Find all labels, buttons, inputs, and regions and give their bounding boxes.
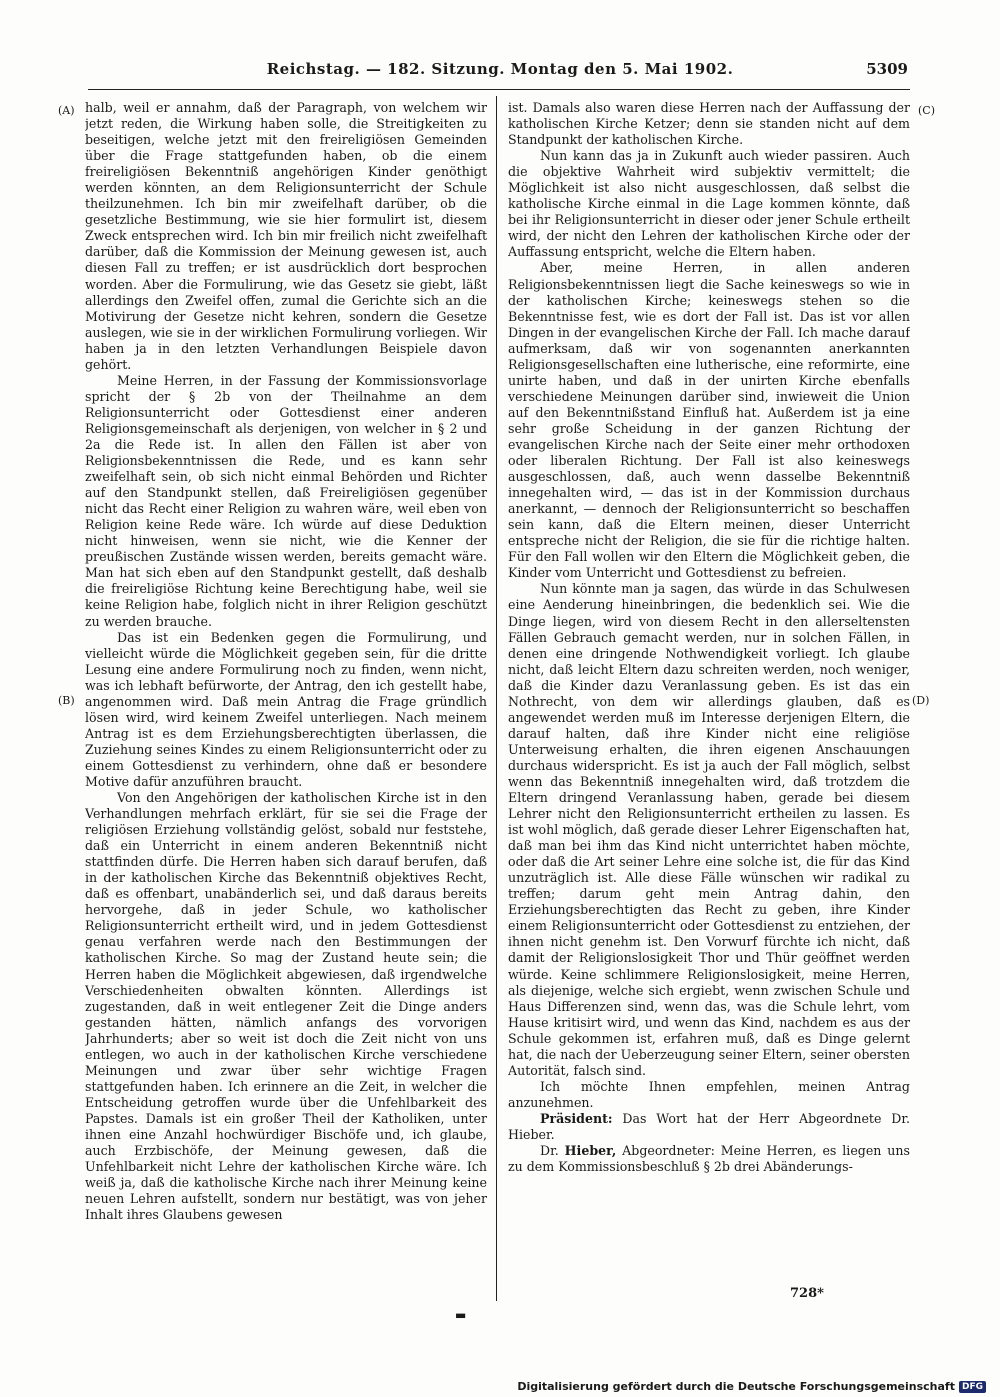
president-text: Das Wort hat der Herr Abgeordnete Dr. Hieber. bbox=[508, 1110, 910, 1142]
speaker-president: Präsident: bbox=[540, 1110, 613, 1126]
president-paragraph bbox=[508, 1111, 910, 1143]
right-paragraph: Aber, meine Herren, in allen anderen Religionsbekenntnissen liegt die Sache keineswegs so wie in der katholischen Kirche; keineswegs stehen so die Bekenntnisse fest, wie es dort der Fall ist. Das ist vor allen Dingen in der evangelischen Kirche der Fall. Ich mache darauf aufmerksam, daß wir von sogenannten anerkannten Religionsgesellschaften eine lutherische, eine reformirte, eine unirte haben, und daß in der unirten Kirche ebenfalls verschiedene Meinungen darüber sind, inwieweit die Union auf den Bekenntnißstand Einfluß hat. Außerdem ist ja eine sehr große Scheidung in der ganzen Richtung der evangelischen Kirche nach der Seite einer mehr orthodoxen oder liberalen Richtung. Der Fall ist also keineswegs ausgeschlossen, daß, auch wenn dasselbe Bekenntniß innegehalten wird, — das ist in der Kommission durchaus anerkannt, — dennoch der Religionsunterricht so beschaffen sein kann, daß die Eltern meinen, dieser Unterricht entspreche nicht der Religion, die sie für die richtige halten. Für den Fall wollen wir den Eltern die Möglichkeit geben, die Kinder vom Unterricht und Gottesdienst zu befreien. bbox=[508, 260, 910, 581]
margin-marker-d: (D) bbox=[912, 694, 930, 707]
footer-text: Digitalisierung gefördert durch die Deutsche Forschungsgemeinschaft bbox=[517, 1380, 955, 1393]
margin-marker-b: (B) bbox=[58, 694, 75, 707]
right-paragraph: Ich möchte Ihnen empfehlen, meinen Antrag anzunehmen. bbox=[508, 1078, 910, 1110]
dfg-logo: DFG bbox=[959, 1381, 986, 1393]
margin-marker-c: (C) bbox=[918, 104, 935, 117]
left-paragraph: Meine Herren, in der Fassung der Kommissionsvorlage spricht der § 2b von der Theilnahme an dem Religionsunterricht oder Gottesdienst einer anderen Religionsgemeinschaft als derjenigen, von welcher in § 2 und 2a die Rede ist. In allen den Fällen ist aber von Religionsbekenntnissen die Rede, und es kann sehr zweifelhaft sein, ob sich nicht einmal Behörden und Richter auf den Standpunkt stellen, daß Freireligiösen gegenüber nicht das Recht einer Religion zu wahren wäre, weil eben von Religion keine Rede wäre. Ich würde auf diese Deduktion nicht hinweisen, wenn sie nicht, wie die Kenner der preußischen Zustände wissen werden, bereits gemacht wäre. Man hat sich eben auf den Standpunkt gestellt, daß deshalb die freireligiöse Richtung keine Berechtigung habe, weil sie keine Religion habe, folglich nicht in ihrer Religion geschützt zu werden brauche. bbox=[85, 372, 487, 629]
page-number: 5309 bbox=[866, 60, 908, 78]
footer-credit bbox=[517, 1380, 986, 1393]
margin-marker-a: (A) bbox=[58, 104, 75, 117]
right-paragraph: Nun kann das ja in Zukunft auch wieder passiren. Auch die objektive Wahrheit wird subjektiv vermittelt; die Möglichkeit ist also nicht ausgeschlossen, daß selbst die katholische Kirche einmal in die Lage kommen könnte, daß bei ihr Religionsunterricht in dieser oder jener Schule ertheilt wird, der nicht den Lehren der katholischen Kirche oder der Auffassung entspricht, welche die Eltern haben. bbox=[508, 148, 910, 260]
right-text-column bbox=[508, 100, 910, 1305]
column-divider bbox=[496, 96, 497, 1301]
hieber-text: Abgeordneter: Meine Herren, es liegen uns zu dem Kommissionsbeschluß § 2b drei Abänderungs- bbox=[508, 1143, 910, 1175]
hieber-prefix: Dr. bbox=[540, 1143, 559, 1159]
header-rule bbox=[88, 89, 910, 90]
left-paragraph: halb, weil er annahm, daß der Paragraph, von welchem wir jetzt reden, die Wirkung haben solle, die Streitigkeiten zu beseitigen, welche jetzt mit den freireligiösen Gemeinden über die Frage stattgefunden haben, ob die einem freireligiösen Bekenntniß angehörigen Kinder genöthigt werden könnten, an dem Religionsunterricht der Schule theilzunehmen. Ich bin mir zweifelhaft darüber, ob die gesetzliche Bestimmung, wie sie hier formulirt ist, diesem Zweck entsprechen wird. Ich bin mir freilich nicht zweifelhaft darüber, daß die Kommission der Meinung gewesen ist, auch diesen Fall zu treffen; er ist ausdrücklich dort besprochen worden. Aber die Formulirung, wie das Gesetz sie giebt, läßt allerdings den Zweifel offen, zumal die Gerichte sich an die Motivirung der Gesetze nicht kehren, sondern die Gesetze auslegen, wie sie in der wirklichen Formulirung vorliegen. Wir haben ja in den letzten Verhandlungen Beispiele davon gehört. bbox=[85, 100, 487, 372]
left-paragraph: Das ist ein Bedenken gegen die Formulirung, und vielleicht würde die Möglichkeit gegeben sein, für die dritte Lesung eine andere Formulirung noch zu finden, wenn nicht, was ich lebhaft befürworte, der Antrag, den ich gestellt habe, angenommen wird. Daß mein Antrag die Frage gründlich lösen wird, wird keinem Zweifel unterliegen. Nach meinem Antrag ist es dem Erziehungsberechtigten überlassen, die Zuziehung seines Kindes zu einem Religionsunterricht oder zu einem Gottesdienst zu verhindern, ohne daß er besondere Motive dafür anzuführen braucht. bbox=[85, 629, 487, 789]
left-paragraph: Von den Angehörigen der katholischen Kirche ist in den Verhandlungen mehrfach erklärt, für sie sei die Frage der religiösen Erziehung vollständig gelöst, sobald nur feststehe, daß ein Unterricht in einem anderen Bekenntniß nicht stattfinden dürfe. Die Herren haben sich darauf berufen, daß in der katholischen Kirche das Bekenntniß objektives Recht, daß es offenbart, unabänderlich sei, und daß daraus bereits hervorgehe, daß in jeder Schule, wo katholischer Religionsunterricht ertheilt wird, und in jedem Gottesdienst genau verfahren werde nach den Bestimmungen der katholischen Kirche. So mag der Zustand heute sein; die Herren haben die Möglichkeit abgewiesen, daß irgendwelche Verschiedenheiten obwalten könnten. Allerdings ist zugestanden, daß in weit entlegener Zeit die Dinge anders gestanden hätten, nämlich anfangs des vorvorigen Jahrhunderts; aber so weit ist doch die Zeit nicht von uns entlegen, wo auch in der katholischen Kirche verschiedene Meinungen und zwar über sehr wichtige Fragen stattgefunden haben. Ich erinnere an die Zeit, in welcher die Entscheidung getroffen wurde über die Unfehlbarkeit des Papstes. Damals ist ein großer Theil der Katholiken, unter ihnen eine Anzahl hochwürdiger Bischöfe und, ich glaube, auch Erzbischöfe, der Meinung gewesen, daß die Unfehlbarkeit nicht Lehre der katholischen Kirche wäre. Ich weiß ja, daß die katholische Kirche nach ihrer Meinung keine neuen Lehren aufstellt, sondern nur bestätigt, was von jeher Inhalt ihres Glaubens gewesen bbox=[85, 790, 487, 1223]
left-text-column bbox=[85, 100, 487, 1305]
sheet-number: 728* bbox=[790, 1286, 824, 1301]
bottom-dash: ▬ bbox=[455, 1308, 467, 1322]
page-header bbox=[0, 60, 1000, 88]
right-paragraph: ist. Damals also waren diese Herren nach der Auffassung der katholischen Kirche Ketzer; denn sie standen nicht auf dem Standpunkt der katholischen Kirche. bbox=[508, 100, 910, 148]
running-title: Reichstag. — 182. Sitzung. Montag den 5. Mai 1902. bbox=[266, 60, 734, 78]
speaker-hieber: Hieber, bbox=[564, 1143, 617, 1159]
right-paragraph: Nun könnte man ja sagen, das würde in das Schulwesen eine Aenderung hineinbringen, die bedenklich sei. Wie die Dinge liegen, wird von diesem Recht in den allerseltensten Fällen Gebrauch gemacht werden, nur in solchen Fällen, in denen eine dringende Nothwendigkeit vorliegt. Ich glaube nicht, daß leicht Eltern dazu schreiten werden, noch weniger, daß die Kinder dazu Veranlassung geben. Es ist das ein Nothrecht, von dem wir allerdings glauben, daß es angewendet werden muß im Interesse derjenigen Eltern, die darauf halten, daß ihre Kinder nicht eine religiöse Unterweisung erhalten, die ihren eigenen Anschauungen durchaus widerspricht. Es ist ja auch der Fall möglich, selbst wenn das Bekenntniß innegehalten wird, daß trotzdem die Eltern dringend Veranlassung haben, gerade bei diesem Lehrer nicht den Religionsunterricht ertheilen zu lassen. Es ist wohl möglich, daß gerade dieser Lehrer Eigenschaften hat, daß man bei ihm das Kind nicht unterrichtet haben möchte, oder daß die Art seiner Lehre eine solche ist, die für das Kind unzuträglich ist. Alle diese Fälle wünschen wir radikal zu treffen; darum geht mein Antrag dahin, den Erziehungsberechtigten das Recht zu geben, ihre Kinder einem Religionsunterricht oder Gottesdienst zu entziehen, der ihnen nicht genehm ist. Den Vorwurf fürchte ich nicht, daß damit der Religionslosigkeit Thor und Thür geöffnet werden würde. Keine schlimmere Religionslosigkeit, meine Herren, als diejenige, welche sich ergiebt, wenn zwischen Schule und Haus Differenzen sind, wenn das, was die Schule lehrt, vom Hause kritisirt wird, und wenn das Kind, nachdem es aus der Schule gekommen ist, erfahren muß, daß es Dinge gelernt hat, die nach der Ueberzeugung seiner Eltern, seiner obersten Autorität, falsch sind. bbox=[508, 581, 910, 1078]
hieber-paragraph bbox=[508, 1143, 910, 1175]
